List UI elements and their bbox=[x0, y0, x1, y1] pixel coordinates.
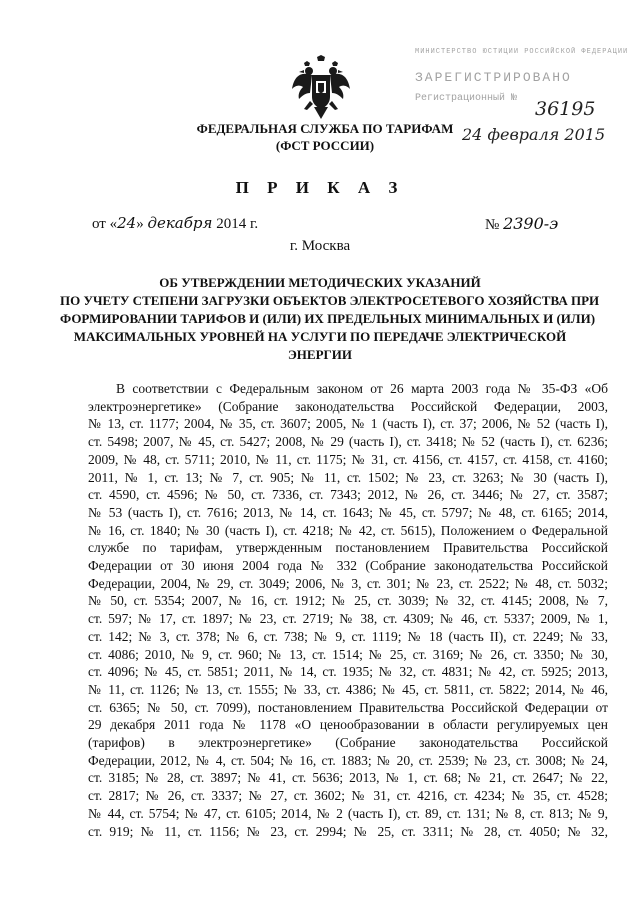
handwritten-order-number: 2390-э bbox=[503, 214, 559, 233]
body-line: ст. 4086; 2010, № 9, ст. 960; № 13, ст. 1514; № 25, ст. 3169; № 26, ст. 3350; № 30, bbox=[88, 646, 608, 662]
body-line: 29 декабря 2011 года № 1178 «О ценообразовании в области регулируемых цен bbox=[88, 717, 608, 733]
body-line: ст. 2817; № 26, ст. 3337; № 27, ст. 3602; № 31, ст. 4216, ст. 4234; № 35, ст. 4528; bbox=[88, 788, 608, 804]
body-line: 2009, № 48, ст. 5711; 2010, № 11, ст. 1175; № 31, ст. 4156, ст. 4157, ст. 4158, ст. 4160; bbox=[88, 451, 608, 467]
body-line: В соответствии с Федеральным законом от 26 марта 2003 года № 35-ФЗ «Об bbox=[116, 381, 608, 396]
body-line: 2011, № 1, ст. 13; № 7, ст. 905; № 11, ст. 1502; № 23, ст. 3263; № 30 (часть I), bbox=[88, 469, 608, 485]
body-line: электроэнергетике» (Собрание законодательства Российской Федерации, 2003, bbox=[88, 398, 608, 414]
body-line: № 11, ст. 1126; № 13, ст. 1555; № 33, ст. 4386; № 45, ст. 5811, ст. 5822; 2014, № 46, bbox=[88, 681, 608, 697]
order-number-prefix: № bbox=[485, 217, 504, 233]
subject-line: ПО УЧЕТУ СТЕПЕНИ ЗАГРУЗКИ ОБЪЕКТОВ ЭЛЕКТРОСЕТЕВОГО ХОЗЯЙСТВА ПРИ bbox=[60, 293, 600, 308]
body-line: № 50, ст. 5354; 2007, № 16, ст. 1912; № 25, ст. 3039; № 32, ст. 4145; 2008, № 7, bbox=[88, 593, 608, 609]
document-title: П Р И К А З bbox=[235, 178, 405, 197]
agency-name-line1: ФЕДЕРАЛЬНАЯ СЛУЖБА ПО ТАРИФАМ bbox=[196, 121, 454, 136]
order-subject bbox=[60, 274, 600, 364]
order-date bbox=[92, 214, 258, 233]
handwritten-month: декабря bbox=[147, 214, 213, 232]
body-line: ст. 142; № 3, ст. 378; № 6, ст. 738; № 9, ст. 1119; № 18 (часть II), ст. 2249; № 33, bbox=[88, 628, 608, 644]
subject-line: ФОРМИРОВАНИИ ТАРИФОВ И (ИЛИ) ИХ ПРЕДЕЛЬНЫХ МИНИМАЛЬНЫХ И (ИЛИ) bbox=[60, 311, 596, 326]
body-paragraph bbox=[88, 380, 608, 840]
body-line: ст. 3185; № 28, ст. 3897; № 41, ст. 5636; 2013, № 1, ст. 68; № 21, ст. 2647; № 22, bbox=[88, 770, 608, 786]
body-line: (тарифов) в электроэнергетике» (Собрание законодательства Российской bbox=[88, 735, 608, 751]
body-line: Федерации, 2004, № 29, ст. 3049; 2006, № 3, ст. 301; № 23, ст. 2522; № 48, ст. 5032; bbox=[88, 575, 608, 591]
body-line: ст. 5498; 2007, № 45, ст. 5427; 2008, № 29 (часть I), ст. 3418; № 52 (часть I), ст. 6236; bbox=[88, 434, 608, 450]
body-line: ст. 4096; № 45, ст. 5851; 2011, № 14, ст. 1935; № 32, ст. 4831; № 42, ст. 5925; 2013, bbox=[88, 664, 608, 680]
body-line: № 44, ст. 5754; № 47, ст. 6105; 2014, № 2 (часть I), ст. 89, ст. 131; № 8, ст. 813; № 9, bbox=[88, 805, 608, 821]
order-number bbox=[485, 214, 558, 234]
subject-line: ОБ УТВЕРЖДЕНИИ МЕТОДИЧЕСКИХ УКАЗАНИЙ bbox=[159, 275, 481, 290]
body-line: ст. 6365; № 50, ст. 7099), постановлением Правительства Российской Федерации от bbox=[88, 699, 608, 715]
handwritten-reg-number: 36195 bbox=[535, 98, 596, 120]
body-line: Федерации от 30 июня 2004 года № 332 (Собрание законодательства Российской bbox=[88, 558, 608, 574]
subject-line: ЭНЕРГИИ bbox=[287, 347, 353, 362]
subject-line: МАКСИМАЛЬНЫХ УРОВНЕЙ НА УСЛУГИ ПО ПЕРЕДАЧЕ ЭЛЕКТРИЧЕСКОЙ bbox=[73, 329, 567, 344]
handwritten-reg-date: 24 февраля 2015 bbox=[462, 125, 606, 144]
date-prefix: от « bbox=[92, 216, 118, 232]
body-line: ст. 919; № 11, ст. 1156; № 23, ст. 2994; № 25, ст. 3311; № 28, ст. 4050; № 32, bbox=[88, 823, 608, 839]
agency-name-line2: (ФСТ РОССИИ) bbox=[275, 138, 375, 153]
body-line: № 13, ст. 1177; 2004, № 35, ст. 3607; 2005, № 1 (часть I), ст. 37; 2006, № 52 (часть I), bbox=[88, 416, 608, 432]
double-headed-eagle-icon bbox=[290, 55, 352, 121]
handwritten-day: 24 bbox=[117, 214, 137, 232]
city: г. Москва bbox=[289, 238, 351, 254]
body-line: № 16, ст. 1840; № 30 (часть I), ст. 4218; № 42, ст. 5615), Положением о Федеральной bbox=[88, 522, 608, 538]
body-line: ст. 597; № 17, ст. 1897; № 23, ст. 2719; № 38, ст. 4309; № 46, ст. 5337; 2009, № 1, bbox=[88, 611, 608, 627]
date-suffix: 2014 г. bbox=[212, 216, 259, 232]
body-line: службе по тарифам, утвержденным постановлением Правительства Российской bbox=[88, 540, 608, 556]
stamp-ministry-text: МИНИСТЕРСТВО ЮСТИЦИИ РОССИЙСКОЙ ФЕДЕРАЦИИ bbox=[415, 48, 629, 56]
stamp-registered-label: ЗАРЕГИСТРИРОВАНО bbox=[415, 70, 572, 85]
body-line: ст. 4590, ст. 4596; № 50, ст. 7336, ст. 7343; 2012, № 26, ст. 3446; № 27, ст. 3587; bbox=[88, 487, 608, 503]
body-line: Федерации, 2012, № 4, ст. 504; № 16, ст. 1883; № 20, ст. 2539; № 23, ст. 3008; № 24, bbox=[88, 752, 608, 768]
date-separator: » bbox=[136, 216, 148, 232]
body-line: № 53 (часть I), ст. 7616; 2013, № 14, ст. 1643; № 45, ст. 5797; № 48, ст. 6165; 2014, bbox=[88, 504, 608, 520]
stamp-reg-label: Регистрационный № bbox=[415, 93, 518, 104]
